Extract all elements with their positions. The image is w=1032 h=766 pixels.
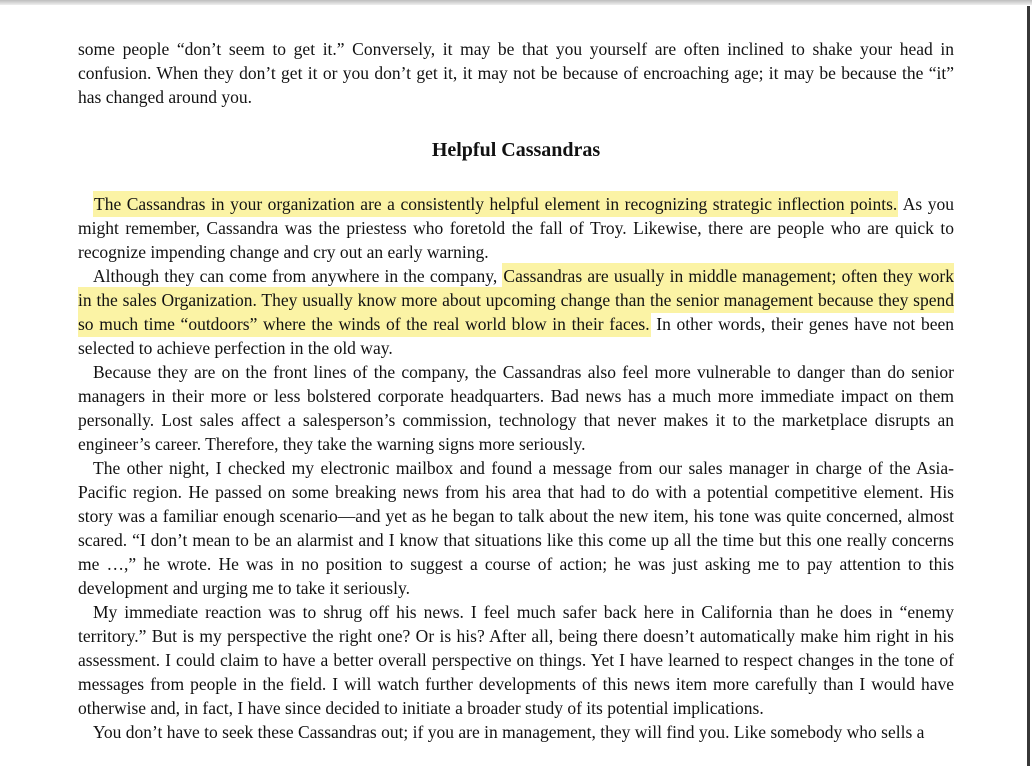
highlight-inflection-points[interactable]: The Cassandras in your organization are a consistently helpful element in recognizing strategic inflection points.	[93, 191, 898, 217]
body-text: some people “don’t seem to get it.” Conversely, it may be that you yourself are often inclined to shake your head in confusion. When they don’t get it or you don’t get it, it may not be because of encroaching age; it may be because the “it” has changed around you.	[78, 39, 954, 107]
page-top-edge	[0, 0, 1032, 5]
section-heading: Helpful Cassandras	[431, 139, 601, 161]
body-text: Because they are on the front lines of the company, the Cassandras also feel more vulnerable to danger than do senior managers in their more or less bolstered corporate headquarters. Bad news has a much more immediate impact on them personally. Lost sales affect a salesperson’s commission, technology that never makes it to the marketplace disrupts an engineer’s career. Therefore, they take the warning signs more seriously.	[78, 362, 954, 454]
body-text: Although they can come from anywhere in the company,	[93, 266, 503, 286]
body-text: The other night, I checked my electronic mailbox and found a message from our sales manager in charge of the Asia-Pacific region. He passed on some breaking news from his area that had to do with a potential competitive element. His story was a familiar enough scenario—and yet as he began to talk about the new item, his tone was quite concerned, almost scared. “I don’t mean to be an alarmist and I know that situations like this come up all the time but this one really concerns me …,” he wrote. He was in no position to suggest a course of action; he was just asking me to pay attention to this development and urging me to take it seriously.	[78, 458, 954, 598]
paragraph-middle-management	[78, 264, 954, 360]
paragraph-continuation	[78, 37, 954, 109]
paragraph-electronic-mailbox	[78, 456, 954, 600]
paragraph-cassandras-intro	[78, 192, 954, 264]
body-text: In other words, their genes have not been selected to achieve perfection in the old way.	[78, 314, 954, 358]
highlight-middle-management[interactable]: Cassandras are usually in middle management; often they work in the sales Organization. They usually know more about upcoming change than the senior management because they spend so much time “outdoors” where the winds of the real world blow in their faces.	[78, 263, 954, 337]
paragraph-front-lines	[78, 360, 954, 456]
page-right-edge	[1027, 6, 1030, 766]
body-text: As you might remember, Cassandra was the priestess who foretold the fall of Troy. Likewise, there are people who are quick to recognize impending change and cry out an early warning.	[78, 194, 954, 262]
paragraph-immediate-reaction	[78, 600, 954, 720]
page-text	[78, 37, 954, 744]
paragraph-seek-cassandras	[78, 720, 954, 744]
body-text: My immediate reaction was to shrug off his news. I feel much safer back here in California than he does in “enemy territory.” But is my perspective the right one? Or is his? After all, being there doesn’t automatically make him right in his assessment. I could claim to have a better overall perspective on things. Yet I have learned to respect changes in the tone of messages from people in the field. I will watch further developments of this news item more carefully than I would have otherwise and, in fact, I have since decided to initiate a broader study of its potential implications.	[78, 602, 954, 718]
body-text: You don’t have to seek these Cassandras out; if you are in management, they will find you. Like somebody who sells a	[93, 722, 925, 742]
